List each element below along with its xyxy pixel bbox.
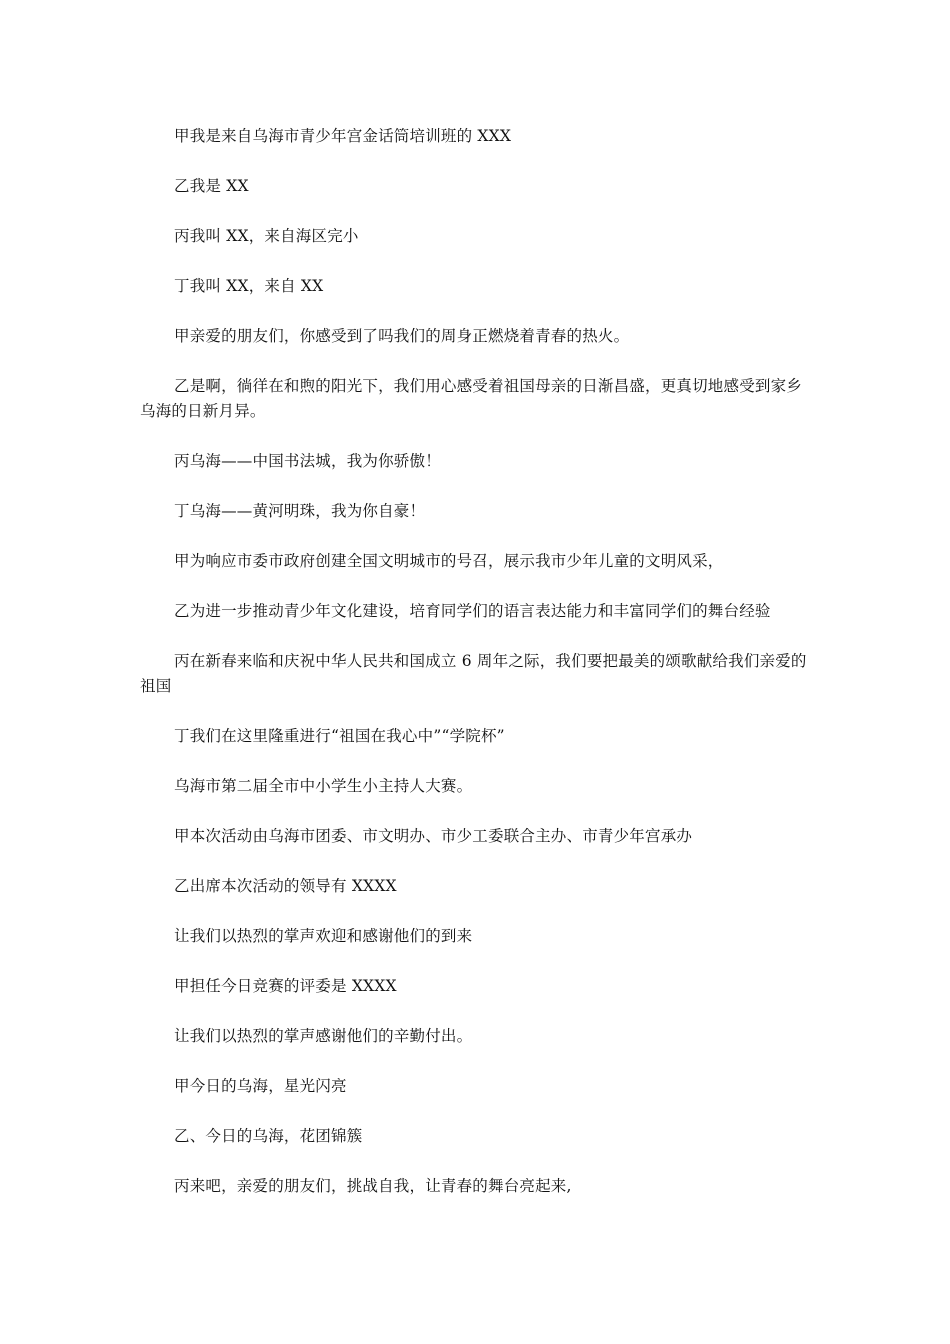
paragraph: 甲今日的乌海，星光闪亮 — [174, 1077, 347, 1095]
paragraph: 让我们以热烈的掌声欢迎和感谢他们的到来 — [174, 927, 473, 945]
paragraph: 乙我是 XX — [174, 177, 249, 195]
paragraph: 乙是啊，徜徉在和煦的阳光下，我们用心感受着祖国母亲的日渐昌盛，更真切地感受到家乡乌海的日新月异。 — [140, 377, 803, 420]
paragraph: 乙为进一步推动青少年文化建设，培育同学们的语言表达能力和丰富同学们的舞台经验 — [174, 602, 771, 620]
paragraph: 让我们以热烈的掌声感谢他们的辛勤付出。 — [174, 1027, 473, 1045]
paragraph: 丙来吧，亲爱的朋友们，挑战自我，让青春的舞台亮起来, — [174, 1177, 572, 1195]
paragraph: 丁我叫 XX，来自 XX — [174, 277, 324, 295]
paragraph: 丙乌海——中国书法城，我为你骄傲！ — [174, 452, 441, 470]
paragraph: 乙出席本次活动的领导有 XXXX — [174, 877, 397, 895]
paragraph: 甲本次活动由乌海市团委、市文明办、市少工委联合主办、市青少年宫承办 — [174, 827, 693, 845]
document-body — [140, 124, 815, 1224]
paragraph: 丙我叫 XX，来自海区完小 — [174, 227, 359, 245]
paragraph: 丁我们在这里隆重进行“祖国在我心中”“学院杯” — [174, 727, 505, 745]
paragraph: 乌海市第二届全市中小学生小主持人大赛。 — [174, 777, 473, 795]
paragraph: 丙在新春来临和庆祝中华人民共和国成立 6 周年之际，我们要把最美的颂歌献给我们亲爱的祖国 — [140, 652, 807, 695]
paragraph: 甲亲爱的朋友们，你感受到了吗我们的周身正燃烧着青春的热火。 — [174, 327, 630, 345]
paragraph: 丁乌海——黄河明珠，我为你自豪！ — [174, 502, 426, 520]
paragraph: 甲担任今日竞赛的评委是 XXXX — [174, 977, 397, 995]
paragraph: 甲为响应市委市政府创建全国文明城市的号召，展示我市少年儿童的文明风采， — [174, 552, 724, 570]
paragraph: 甲我是来自乌海市青少年宫金话筒培训班的 XXX — [174, 127, 512, 145]
paragraph: 乙、今日的乌海，花团锦簇 — [174, 1127, 363, 1145]
